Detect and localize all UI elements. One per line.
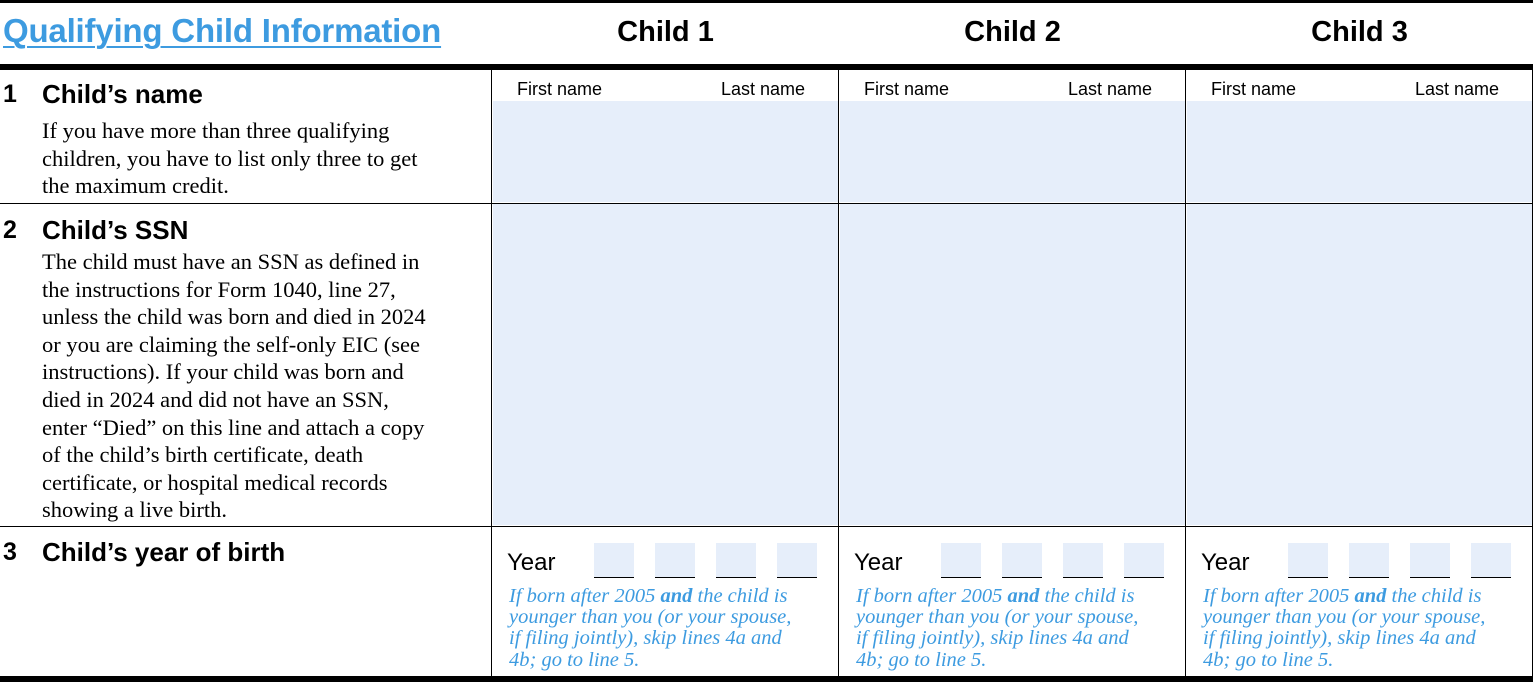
line-description-childs-ssn: [42, 248, 492, 524]
child-2-year-label: Year: [854, 549, 903, 576]
child-2-last-name-label: Last name: [1068, 79, 1153, 99]
note-line: 4b; go to line 5.: [509, 648, 640, 671]
child-3-ssn-field[interactable]: [1187, 204, 1533, 525]
note-line: If born after 2005 and the child is: [509, 585, 788, 607]
description-line: If you have more than three qualifying: [42, 118, 390, 143]
description-line: unless the child was born and died in 2024: [42, 304, 426, 330]
description-line: children, you have to list only three to get: [42, 145, 418, 171]
row-divider: [0, 526, 1533, 527]
description-line: The child must have an SSN as defined in: [42, 249, 420, 274]
child-3-first-name-label: First name: [1211, 79, 1297, 99]
line-number-2: 2: [3, 216, 17, 244]
child-3-name-field[interactable]: [1187, 101, 1533, 202]
child-2-first-name-label: First name: [864, 79, 950, 99]
note-line: If born after 2005 and the child is: [856, 585, 1135, 607]
child-3-year-label: Year: [1201, 549, 1250, 576]
description-line: died in 2024 and did not have an SSN,: [42, 386, 389, 412]
form-top-rule: [0, 0, 1533, 3]
section-title: Qualifying Child Information: [3, 12, 442, 49]
form-bottom-rule: [0, 676, 1533, 682]
line-description-childs-name: [42, 117, 492, 200]
description-line: the maximum credit.: [42, 173, 229, 199]
description-line: showing a live birth.: [42, 497, 227, 523]
column-header-child-3: Child 3: [1311, 16, 1408, 48]
column-header-child-2: Child 2: [964, 16, 1061, 48]
line-number-3: 3: [3, 538, 17, 566]
description-line: certificate, or hospital medical records: [42, 469, 388, 495]
note-line: if filing jointly), skip lines 4a and: [856, 627, 1129, 650]
column-header-child-1: Child 1: [617, 16, 714, 48]
child-3-year-digit-4[interactable]: [1471, 543, 1511, 578]
header-rule: [0, 64, 1533, 70]
child-1-skip-note: [509, 586, 839, 671]
note-line: if filing jointly), skip lines 4a and: [509, 627, 782, 650]
child-2-ssn-field[interactable]: [840, 204, 1185, 525]
row-divider: [0, 203, 1533, 204]
child-3-last-name-label: Last name: [1415, 79, 1500, 99]
note-line: if filing jointly), skip lines 4a and: [1203, 627, 1476, 650]
child-2-name-field[interactable]: [840, 101, 1185, 202]
description-line: enter “Died” on this line and attach a copy: [42, 414, 425, 440]
child-1-first-name-label: First name: [517, 79, 603, 99]
child-1-name-field[interactable]: [493, 101, 838, 202]
child-1-ssn-field[interactable]: [493, 204, 838, 525]
child-2-year-digit-1[interactable]: [941, 543, 981, 578]
child-1-year-digit-2[interactable]: [655, 543, 695, 578]
child-1-year-digit-3[interactable]: [716, 543, 756, 578]
child-1-year-digit-4[interactable]: [777, 543, 817, 578]
description-line: the instructions for Form 1040, line 27,: [42, 276, 396, 302]
child-3-year-digit-2[interactable]: [1349, 543, 1389, 578]
child-3-year-digit-1[interactable]: [1288, 543, 1328, 578]
description-line: instructions). If your child was born and: [42, 359, 404, 385]
child-2-year-digit-4[interactable]: [1124, 543, 1164, 578]
note-line: younger than you (or your spouse,: [509, 606, 792, 629]
child-2-skip-note: [856, 586, 1186, 671]
line-title-childs-name: Child’s name: [42, 79, 203, 109]
child-2-year-digit-3[interactable]: [1063, 543, 1103, 578]
child-3-skip-note: [1203, 586, 1533, 671]
description-line: or you are claiming the self-only EIC (see: [42, 331, 420, 357]
line-title-childs-year-of-birth: Child’s year of birth: [42, 537, 286, 567]
note-line: younger than you (or your spouse,: [1203, 606, 1486, 629]
child-1-year-label: Year: [507, 549, 556, 576]
description-line: of the child’s birth certificate, death: [42, 442, 364, 468]
note-line: younger than you (or your spouse,: [856, 606, 1139, 629]
line-number-1: 1: [3, 80, 17, 108]
note-line: 4b; go to line 5.: [856, 648, 987, 671]
note-line: If born after 2005 and the child is: [1203, 585, 1482, 607]
note-line: 4b; go to line 5.: [1203, 648, 1334, 671]
child-1-last-name-label: Last name: [721, 79, 806, 99]
child-3-year-digit-3[interactable]: [1410, 543, 1450, 578]
line-title-childs-ssn: Child’s SSN: [42, 215, 189, 245]
child-1-year-digit-1[interactable]: [594, 543, 634, 578]
child-2-year-digit-2[interactable]: [1002, 543, 1042, 578]
